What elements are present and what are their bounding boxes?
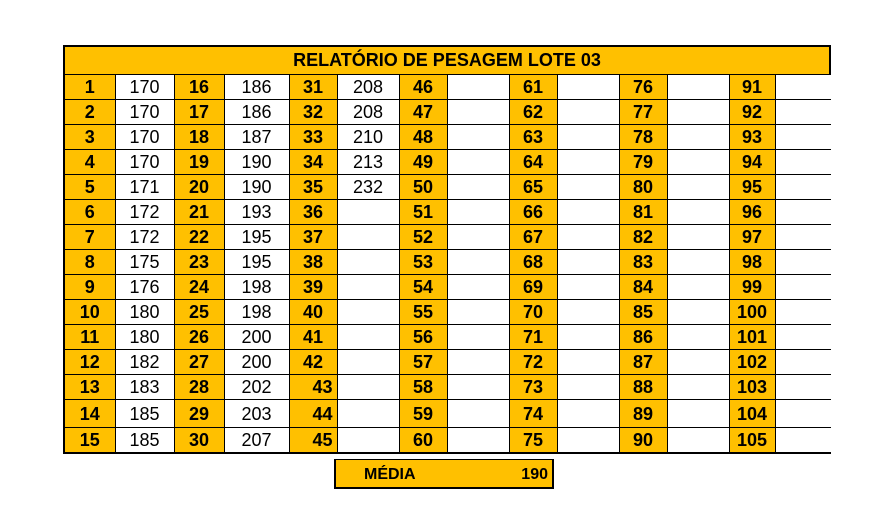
weight-cell xyxy=(447,300,509,325)
weight-cell xyxy=(447,375,509,400)
animal-number-cell: 70 xyxy=(509,300,557,325)
animal-number-cell: 12 xyxy=(65,350,115,375)
weight-cell: 185 xyxy=(115,400,174,428)
animal-number-cell: 33 xyxy=(289,125,337,150)
weight-cell: 170 xyxy=(115,125,174,150)
weight-cell xyxy=(775,250,831,275)
animal-number-cell: 19 xyxy=(174,150,224,175)
weight-cell xyxy=(447,175,509,200)
weight-cell: 190 xyxy=(224,175,289,200)
weight-cell xyxy=(557,300,619,325)
animal-number-cell: 15 xyxy=(65,428,115,453)
weight-cell xyxy=(775,175,831,200)
animal-number-cell: 68 xyxy=(509,250,557,275)
weight-cell: 175 xyxy=(115,250,174,275)
animal-number-cell: 76 xyxy=(619,75,667,100)
weight-cell: 202 xyxy=(224,375,289,400)
weight-cell: 195 xyxy=(224,250,289,275)
animal-number-cell: 105 xyxy=(729,428,775,453)
weight-cell xyxy=(775,350,831,375)
animal-number-cell: 40 xyxy=(289,300,337,325)
weight-cell xyxy=(557,428,619,453)
animal-number-cell: 49 xyxy=(399,150,447,175)
weight-cell xyxy=(557,350,619,375)
animal-number-cell: 20 xyxy=(174,175,224,200)
weight-cell: 198 xyxy=(224,300,289,325)
weight-cell: 198 xyxy=(224,275,289,300)
weight-cell: 210 xyxy=(337,125,399,150)
animal-number-cell: 101 xyxy=(729,325,775,350)
animal-number-cell: 55 xyxy=(399,300,447,325)
table-row xyxy=(65,150,831,175)
animal-number-cell: 31 xyxy=(289,75,337,100)
table-row xyxy=(65,250,831,275)
table-row xyxy=(65,350,831,375)
weight-cell xyxy=(337,400,399,428)
animal-number-cell: 34 xyxy=(289,150,337,175)
table-row xyxy=(65,200,831,225)
animal-number-cell: 80 xyxy=(619,175,667,200)
weight-cell xyxy=(667,350,729,375)
weight-cell xyxy=(447,428,509,453)
table-row xyxy=(65,400,831,428)
animal-number-cell: 2 xyxy=(65,100,115,125)
animal-number-cell: 89 xyxy=(619,400,667,428)
animal-number-cell: 36 xyxy=(289,200,337,225)
weight-cell xyxy=(447,150,509,175)
animal-number-cell: 54 xyxy=(399,275,447,300)
animal-number-cell: 16 xyxy=(174,75,224,100)
animal-number-cell: 67 xyxy=(509,225,557,250)
weight-cell: 170 xyxy=(115,100,174,125)
animal-number-cell: 6 xyxy=(65,200,115,225)
animal-number-cell: 73 xyxy=(509,375,557,400)
weight-cell: 183 xyxy=(115,375,174,400)
animal-number-cell: 4 xyxy=(65,150,115,175)
weight-cell xyxy=(775,100,831,125)
weight-cell xyxy=(775,275,831,300)
average-box xyxy=(334,459,554,489)
weight-cell: 186 xyxy=(224,100,289,125)
weights-table xyxy=(65,75,831,452)
animal-number-cell: 13 xyxy=(65,375,115,400)
animal-number-cell: 92 xyxy=(729,100,775,125)
animal-number-cell: 75 xyxy=(509,428,557,453)
average-label: MÉDIA xyxy=(364,466,416,483)
animal-number-cell: 63 xyxy=(509,125,557,150)
weight-cell: 180 xyxy=(115,325,174,350)
animal-number-cell: 102 xyxy=(729,350,775,375)
average-value: 190 xyxy=(521,466,548,483)
weight-cell xyxy=(775,428,831,453)
weight-cell xyxy=(667,200,729,225)
animal-number-cell: 87 xyxy=(619,350,667,375)
animal-number-cell: 86 xyxy=(619,325,667,350)
animal-number-cell: 78 xyxy=(619,125,667,150)
weight-cell: 182 xyxy=(115,350,174,375)
animal-number-cell: 99 xyxy=(729,275,775,300)
animal-number-cell: 93 xyxy=(729,125,775,150)
weight-cell xyxy=(557,250,619,275)
weight-cell: 208 xyxy=(337,75,399,100)
table-row xyxy=(65,325,831,350)
animal-number-cell: 65 xyxy=(509,175,557,200)
weight-cell xyxy=(337,225,399,250)
animal-number-cell: 52 xyxy=(399,225,447,250)
animal-number-cell: 50 xyxy=(399,175,447,200)
weight-cell xyxy=(667,300,729,325)
weight-cell: 193 xyxy=(224,200,289,225)
weight-cell xyxy=(557,375,619,400)
weight-cell xyxy=(557,75,619,100)
animal-number-cell: 3 xyxy=(65,125,115,150)
animal-number-cell: 94 xyxy=(729,150,775,175)
weight-cell xyxy=(775,400,831,428)
animal-number-cell: 39 xyxy=(289,275,337,300)
weight-cell xyxy=(557,225,619,250)
report-title: RELATÓRIO DE PESAGEM LOTE 03 xyxy=(65,47,829,75)
animal-number-cell: 97 xyxy=(729,225,775,250)
weight-cell xyxy=(667,428,729,453)
weight-cell: 207 xyxy=(224,428,289,453)
weight-cell xyxy=(775,375,831,400)
weight-cell: 208 xyxy=(337,100,399,125)
weight-cell xyxy=(557,100,619,125)
weight-cell xyxy=(337,375,399,400)
animal-number-cell: 41 xyxy=(289,325,337,350)
animal-number-cell: 47 xyxy=(399,100,447,125)
animal-number-cell: 26 xyxy=(174,325,224,350)
weight-cell xyxy=(337,200,399,225)
weight-cell xyxy=(775,225,831,250)
animal-number-cell: 57 xyxy=(399,350,447,375)
animal-number-cell: 66 xyxy=(509,200,557,225)
animal-number-cell: 100 xyxy=(729,300,775,325)
animal-number-cell: 29 xyxy=(174,400,224,428)
animal-number-cell: 46 xyxy=(399,75,447,100)
weight-cell xyxy=(667,150,729,175)
weight-cell xyxy=(667,175,729,200)
weight-cell xyxy=(667,375,729,400)
weight-cell xyxy=(775,325,831,350)
weight-cell xyxy=(667,275,729,300)
weight-cell: 200 xyxy=(224,325,289,350)
animal-number-cell: 37 xyxy=(289,225,337,250)
animal-number-cell: 60 xyxy=(399,428,447,453)
animal-number-cell: 53 xyxy=(399,250,447,275)
weight-cell xyxy=(447,350,509,375)
weight-cell xyxy=(447,125,509,150)
weight-cell xyxy=(557,150,619,175)
animal-number-cell: 88 xyxy=(619,375,667,400)
animal-number-cell: 17 xyxy=(174,100,224,125)
animal-number-cell: 10 xyxy=(65,300,115,325)
weight-cell: 203 xyxy=(224,400,289,428)
animal-number-cell: 5 xyxy=(65,175,115,200)
weight-cell xyxy=(337,325,399,350)
animal-number-cell: 23 xyxy=(174,250,224,275)
weight-cell xyxy=(447,225,509,250)
animal-number-cell: 22 xyxy=(174,225,224,250)
animal-number-cell: 48 xyxy=(399,125,447,150)
animal-number-cell: 43 xyxy=(289,375,337,400)
weight-cell xyxy=(337,300,399,325)
animal-number-cell: 21 xyxy=(174,200,224,225)
animal-number-cell: 51 xyxy=(399,200,447,225)
weight-cell: 195 xyxy=(224,225,289,250)
weight-cell xyxy=(775,75,831,100)
table-row xyxy=(65,225,831,250)
animal-number-cell: 1 xyxy=(65,75,115,100)
animal-number-cell: 64 xyxy=(509,150,557,175)
weight-cell: 213 xyxy=(337,150,399,175)
weight-cell xyxy=(447,200,509,225)
animal-number-cell: 9 xyxy=(65,275,115,300)
animal-number-cell: 79 xyxy=(619,150,667,175)
weight-cell: 185 xyxy=(115,428,174,453)
table-row xyxy=(65,275,831,300)
animal-number-cell: 42 xyxy=(289,350,337,375)
animal-number-cell: 81 xyxy=(619,200,667,225)
animal-number-cell: 62 xyxy=(509,100,557,125)
weight-cell xyxy=(557,325,619,350)
table-row xyxy=(65,125,831,150)
animal-number-cell: 83 xyxy=(619,250,667,275)
animal-number-cell: 61 xyxy=(509,75,557,100)
weight-cell xyxy=(667,400,729,428)
animal-number-cell: 85 xyxy=(619,300,667,325)
table-row xyxy=(65,428,831,453)
weight-cell xyxy=(337,250,399,275)
weight-cell xyxy=(447,100,509,125)
weight-cell: 172 xyxy=(115,200,174,225)
weight-cell xyxy=(337,428,399,453)
animal-number-cell: 25 xyxy=(174,300,224,325)
animal-number-cell: 56 xyxy=(399,325,447,350)
weight-cell xyxy=(667,75,729,100)
animal-number-cell: 45 xyxy=(289,428,337,453)
weight-cell xyxy=(557,125,619,150)
animal-number-cell: 69 xyxy=(509,275,557,300)
weight-cell: 200 xyxy=(224,350,289,375)
animal-number-cell: 27 xyxy=(174,350,224,375)
weight-cell xyxy=(775,150,831,175)
weight-cell xyxy=(667,100,729,125)
animal-number-cell: 24 xyxy=(174,275,224,300)
weight-cell xyxy=(557,275,619,300)
weight-cell: 190 xyxy=(224,150,289,175)
animal-number-cell: 103 xyxy=(729,375,775,400)
weight-cell xyxy=(447,250,509,275)
table-row xyxy=(65,100,831,125)
weight-cell: 232 xyxy=(337,175,399,200)
animal-number-cell: 90 xyxy=(619,428,667,453)
weighing-report-sheet xyxy=(63,45,831,454)
animal-number-cell: 59 xyxy=(399,400,447,428)
animal-number-cell: 98 xyxy=(729,250,775,275)
table-row xyxy=(65,300,831,325)
weight-cell xyxy=(447,325,509,350)
weight-cell xyxy=(667,250,729,275)
weight-cell xyxy=(337,350,399,375)
animal-number-cell: 84 xyxy=(619,275,667,300)
weight-cell xyxy=(667,125,729,150)
weight-cell xyxy=(447,400,509,428)
weight-cell xyxy=(775,125,831,150)
weight-cell xyxy=(337,275,399,300)
weight-cell xyxy=(557,200,619,225)
animal-number-cell: 30 xyxy=(174,428,224,453)
animal-number-cell: 71 xyxy=(509,325,557,350)
weight-cell xyxy=(557,175,619,200)
weight-cell xyxy=(557,400,619,428)
animal-number-cell: 74 xyxy=(509,400,557,428)
animal-number-cell: 91 xyxy=(729,75,775,100)
weight-cell: 170 xyxy=(115,75,174,100)
animal-number-cell: 28 xyxy=(174,375,224,400)
animal-number-cell: 8 xyxy=(65,250,115,275)
animal-number-cell: 38 xyxy=(289,250,337,275)
weight-cell: 186 xyxy=(224,75,289,100)
animal-number-cell: 44 xyxy=(289,400,337,428)
weight-cell xyxy=(775,200,831,225)
animal-number-cell: 72 xyxy=(509,350,557,375)
weight-cell xyxy=(775,300,831,325)
weight-cell xyxy=(667,225,729,250)
weight-cell: 176 xyxy=(115,275,174,300)
animal-number-cell: 77 xyxy=(619,100,667,125)
table-row xyxy=(65,175,831,200)
weight-cell: 171 xyxy=(115,175,174,200)
weight-cell xyxy=(667,325,729,350)
animal-number-cell: 95 xyxy=(729,175,775,200)
weight-cell: 187 xyxy=(224,125,289,150)
weight-cell xyxy=(447,75,509,100)
animal-number-cell: 58 xyxy=(399,375,447,400)
animal-number-cell: 35 xyxy=(289,175,337,200)
animal-number-cell: 7 xyxy=(65,225,115,250)
animal-number-cell: 32 xyxy=(289,100,337,125)
table-row xyxy=(65,375,831,400)
animal-number-cell: 82 xyxy=(619,225,667,250)
animal-number-cell: 96 xyxy=(729,200,775,225)
animal-number-cell: 104 xyxy=(729,400,775,428)
animal-number-cell: 14 xyxy=(65,400,115,428)
weight-cell xyxy=(447,275,509,300)
weight-cell: 172 xyxy=(115,225,174,250)
weight-cell: 170 xyxy=(115,150,174,175)
weight-cell: 180 xyxy=(115,300,174,325)
animal-number-cell: 18 xyxy=(174,125,224,150)
table-row xyxy=(65,75,831,100)
animal-number-cell: 11 xyxy=(65,325,115,350)
